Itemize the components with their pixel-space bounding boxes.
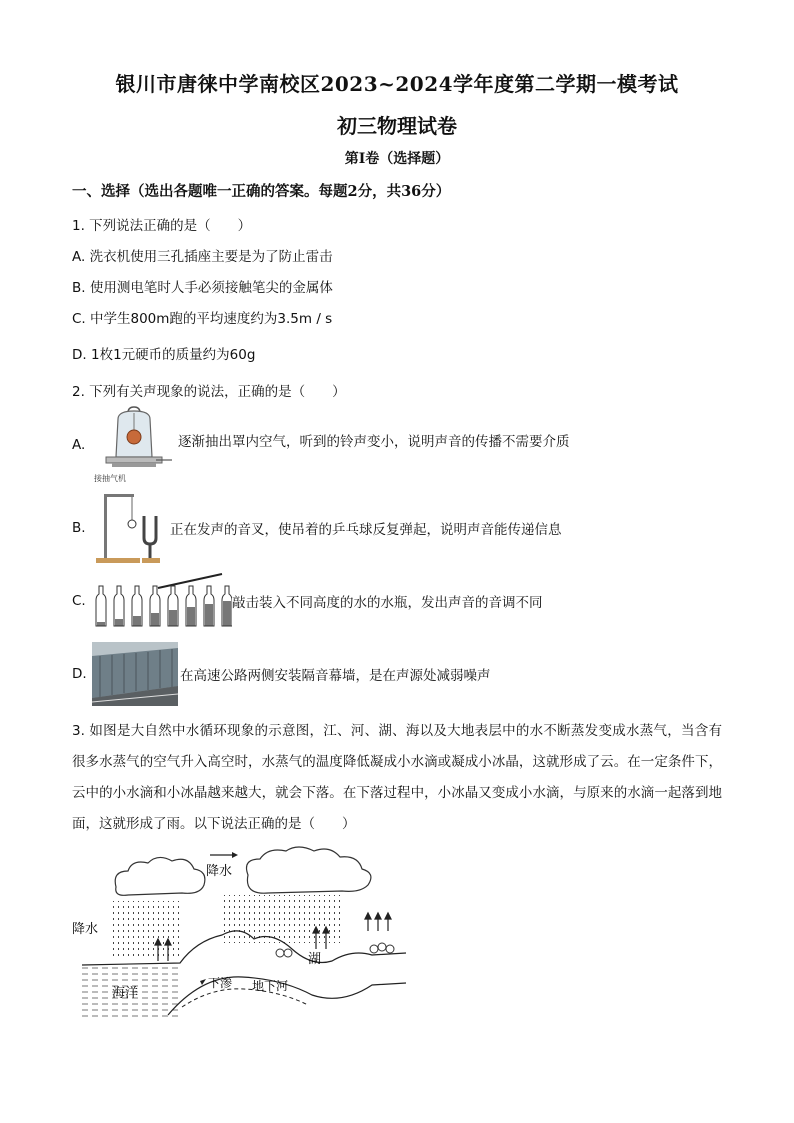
volume-title: 第I卷（选择题）: [344, 151, 450, 167]
seep-label: 下渗: [208, 976, 233, 990]
q1-stem: 1. 下列说法正确的是（ ）: [72, 218, 252, 234]
q1-option-b: B. 使用测电笔时人手必须接触笔尖的金属体: [72, 280, 333, 296]
q2-option-b-letter: B.: [72, 520, 86, 536]
underground-river-label: 地下河: [252, 979, 289, 993]
q2-option-a-text: 逐渐抽出罩内空气，听到的铃声变小，说明声音的传播不需要介质: [178, 434, 570, 450]
pump-label: 接抽气机: [94, 474, 126, 483]
q3-stem: 3. 如图是大自然中水循环现象的示意图，江、河、湖、海以及大地表层中的水不断蒸发变成水蒸气，当含有很多水蒸气的空气升入高空时，水蒸气的温度降低凝成小水滴或凝成小冰晶，这就形成了云。在一定条件下，云中的小水滴和小冰晶越来越大，就会下落。在下落过程中，小冰晶又变成小水滴，与原来的水滴一起落到地面，这就形成了雨。以下说法正确的是（ ）: [72, 723, 722, 832]
q2-stem: 2. 下列有关声现象的说法，正确的是（ ）: [72, 384, 346, 400]
exam-title: 银川市唐徕中学南校区2023~2024学年度第二学期一模考试: [115, 72, 679, 96]
rain-left-label: 降水: [72, 922, 99, 937]
q1-option-c: C. 中学生800m跑的平均速度约为3.5m / s: [72, 311, 333, 327]
ocean-label: 海洋: [112, 986, 139, 1001]
q2-option-b-text: 正在发声的音叉，使吊着的乒乓球反复弹起，说明声音能传递信息: [170, 522, 562, 538]
q2-option-d-letter: D.: [72, 666, 87, 682]
q2-option-a-letter: A.: [72, 437, 86, 453]
q2-option-c: [72, 572, 543, 630]
section-title: 一、选择（选出各题唯一正确的答案。每题2分，共36分）: [72, 183, 451, 200]
q2-option-a: [72, 405, 570, 485]
q2-option-d: [72, 642, 491, 706]
water-cycle-figure: [72, 845, 412, 1025]
q2-option-c-letter: C.: [72, 593, 86, 609]
q2-option-c-text: 敲击装入不同高度的水的水瓶，发出声音的音调不同: [232, 595, 543, 611]
q2-option-b: [72, 488, 562, 568]
lake-label: 湖: [308, 952, 322, 967]
tuning-fork-figure: [92, 488, 168, 568]
water-bottles-figure: [92, 572, 232, 630]
q1-option-d: D. 1枚1元硬币的质量约为60g: [72, 347, 256, 363]
sound-barrier-photo: [92, 642, 178, 706]
q1-option-a: A. 洗衣机使用三孔插座主要是为了防止雷击: [72, 249, 333, 265]
rain-top-label: 降水: [206, 864, 233, 879]
q2-option-d-text: 在高速公路两侧安装隔音幕墙，是在声源处减弱噪声: [180, 668, 491, 684]
exam-subtitle: 初三物理试卷: [337, 114, 457, 138]
bell-jar-figure: [92, 405, 176, 485]
